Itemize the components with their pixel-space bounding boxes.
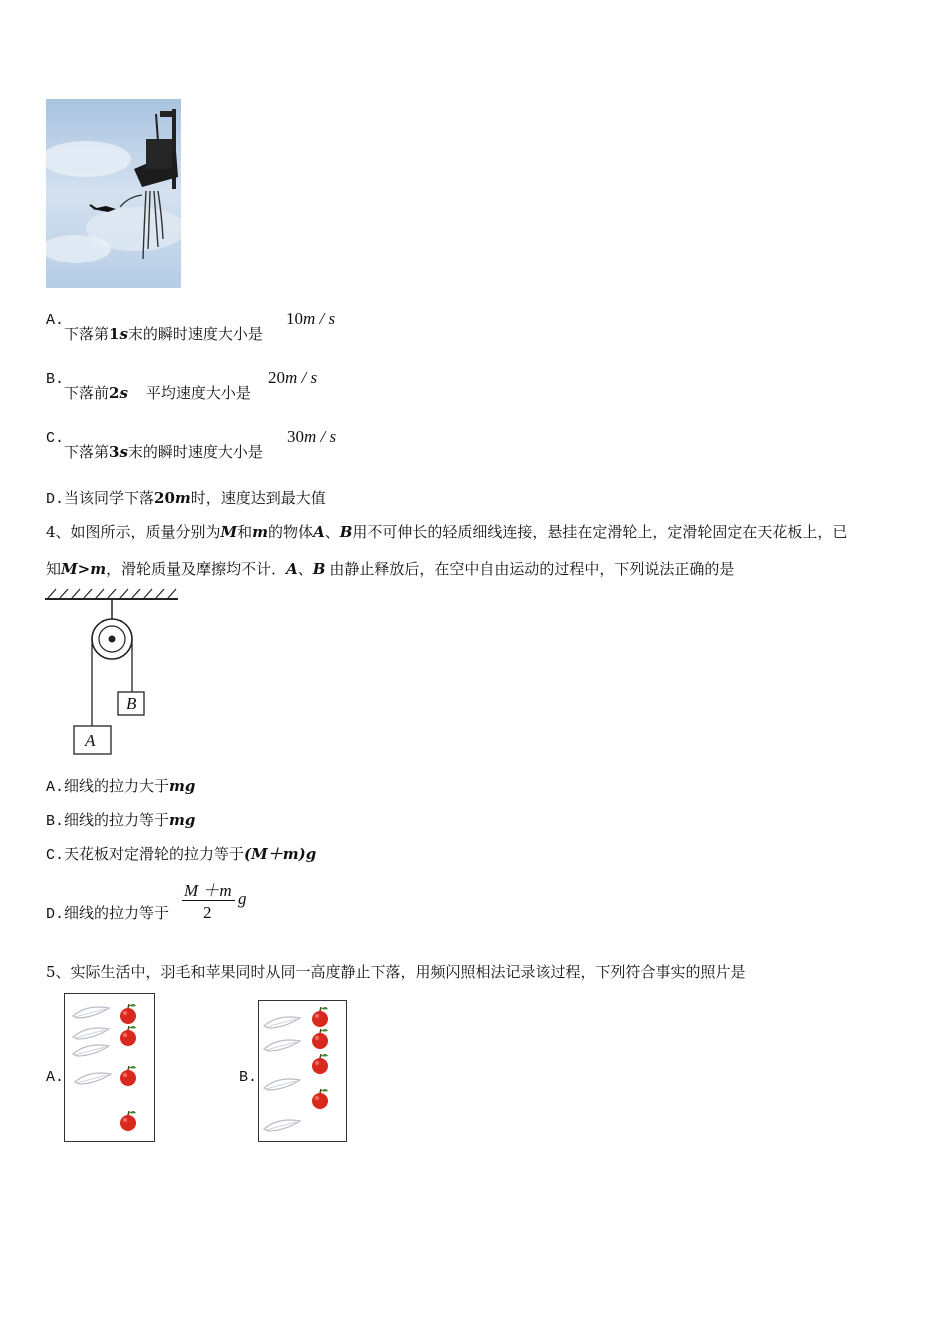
q4-option-a: A.细线的拉力大于mg: [46, 777, 196, 796]
q5-photo-b: [258, 1000, 347, 1142]
q5-option-b-label: B.: [239, 1069, 258, 1086]
q5-photo-a: [64, 993, 155, 1142]
pulley-diagram: [44, 587, 184, 759]
q3-option-b: B.下落前2s 平均速度大小是: [46, 371, 251, 402]
q4-stem-line1: 4、如图所示，质量分别为M和m的物体A、B用不可伸长的轻质细线连接，悬挂在定滑轮上，定滑轮固定在天花板上，已: [46, 523, 848, 541]
q3-option-b-value: 20m / s: [268, 368, 318, 387]
fraction-bar: [182, 900, 235, 901]
q4-option-d-fraction: M ＋m 2 g: [184, 881, 247, 922]
q4-option-d: D.细线的拉力等于: [46, 904, 170, 923]
option-letter: A.: [46, 312, 65, 329]
option-text: 下落第: [64, 325, 110, 343]
q5-option-a-label: A.: [46, 1069, 65, 1086]
q4-option-c: C.天花板对定滑轮的拉力等于(M＋m)g: [46, 845, 317, 864]
q3-option-d: D.当该同学下落20m时，速度达到最大值: [46, 489, 326, 508]
q3-option-c: C.下落第3s末的瞬时速度大小是: [46, 430, 263, 461]
block-a-label: A: [85, 731, 96, 750]
q5-stem: 5、实际生活中，羽毛和苹果同时从同一高度静止下落，用频闪照相法记录该过程，下列符合事实的照片是: [46, 963, 746, 981]
q4-option-b: B.细线的拉力等于mg: [46, 811, 196, 830]
block-b-label: B: [126, 694, 137, 713]
q3-option-a-value: 10m / s: [286, 309, 336, 328]
q4-stem-line2: 知M>m，滑轮质量及摩擦均不计．A、B 由静止释放后，在空中自由运动的过程中，下列说法正确的是: [46, 560, 735, 578]
bungee-photo: [46, 99, 181, 288]
q3-option-a: A.下落第1s末的瞬时速度大小是: [46, 312, 263, 343]
q3-option-c-value: 30m / s: [287, 427, 337, 446]
